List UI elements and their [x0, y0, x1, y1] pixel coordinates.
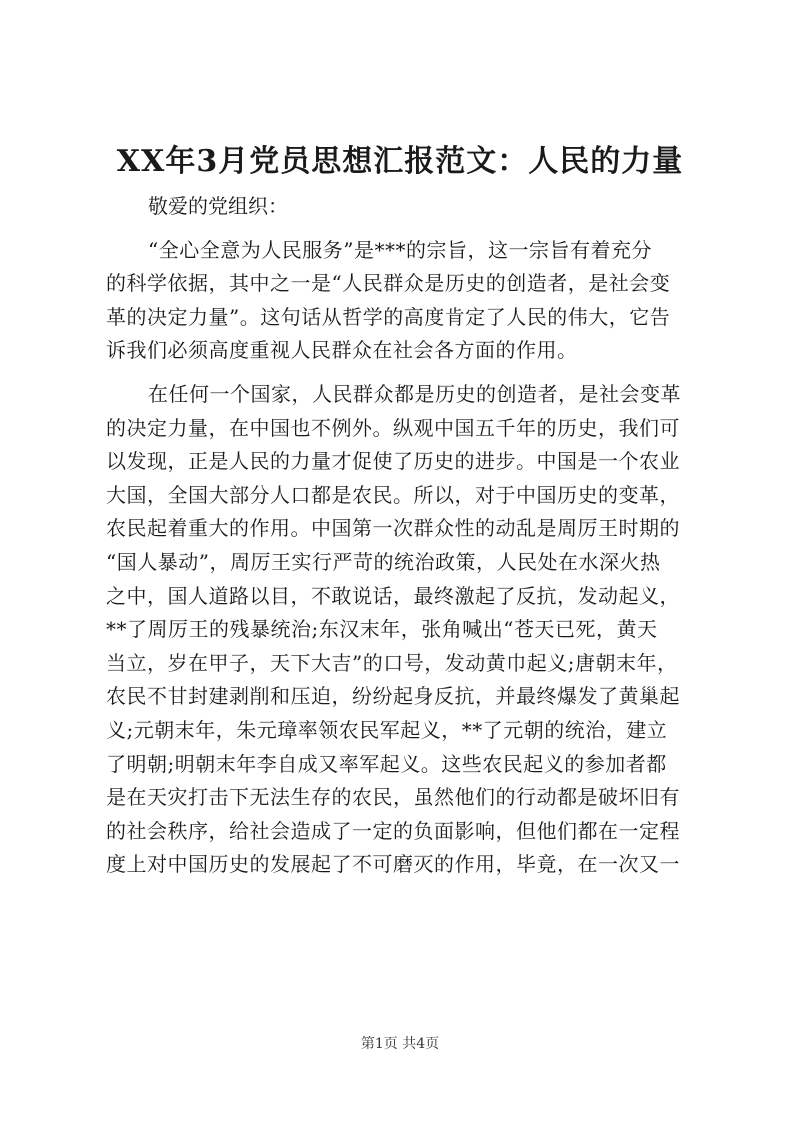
paragraph-1	[106, 234, 716, 368]
paragraph-line: **了周厉王的残暴统治;东汉末年，张角喊出“苍天已死，黄天	[106, 617, 658, 642]
paragraph-line: “国人暴动”，周厉王实行严苛的统治政策，人民处在水深火热	[106, 549, 661, 574]
paragraph-line: “全心全意为人民服务”是***的宗旨，这一宗旨有着充分	[148, 237, 652, 262]
document-title: XX年3月党员思想汇报范文：人民的力量	[116, 144, 684, 179]
paragraph-line: 农民起着重大的作用。中国第一次群众性的动乱是周厉王时期的	[106, 516, 680, 541]
paragraph-line: 在任何一个国家，人民群众都是历史的创造者，是社会变革	[148, 381, 681, 406]
paragraph-line: 以发现，正是人民的力量才促使了历史的进步。中国是一个农业	[106, 449, 680, 474]
paragraph-line: 之中，国人道路以目，不敢说话，最终激起了反抗，发动起义，	[106, 583, 680, 608]
paragraph-line: 的决定力量，在中国也不例外。纵观中国五千年的历史，我们可	[106, 415, 680, 440]
paragraph-line: 当立，岁在甲子，天下大吉”的口号，发动黄巾起义;唐朝末年，	[106, 650, 678, 675]
paragraph-line: 的科学依据，其中之一是“人民群众是历史的创造者，是社会变	[106, 271, 671, 296]
greeting: 敬爱的党组织：	[148, 194, 288, 218]
paragraph-gap	[106, 224, 716, 234]
paragraph-gap	[106, 368, 716, 378]
document-body	[106, 190, 716, 882]
paragraph-line: 革的决定力量”。这句话从哲学的高度肯定了人民的伟大，它告	[106, 304, 671, 329]
paragraph-line: 义;元朝末年，朱元璋率领农民军起义，**了元朝的统治，建立	[106, 717, 668, 742]
paragraph-line: 农民不甘封建剥削和压迫，纷纷起身反抗，并最终爆发了黄巢起	[106, 684, 680, 709]
paragraph-line: 诉我们必须高度重视人民群众在社会各方面的作用。	[106, 338, 578, 363]
paragraph-line: 的社会秩序，给社会造成了一定的负面影响，但他们都在一定程	[106, 818, 680, 843]
paragraph-2	[106, 378, 716, 882]
paragraph-line: 大国，全国大部分人口都是农民。所以，对于中国历史的变革，	[106, 482, 680, 507]
paragraph-line: 度上对中国历史的发展起了不可磨灭的作用，毕竟，在一次又一	[106, 852, 680, 877]
paragraph-line: 了明朝;明朝末年李自成又率军起义。这些农民起义的参加者都	[106, 751, 667, 776]
paragraph-line: 是在天灾打击下无法生存的农民，虽然他们的行动都是破坏旧有	[106, 785, 680, 810]
page-footer: 第1页 共4页	[360, 1036, 440, 1052]
